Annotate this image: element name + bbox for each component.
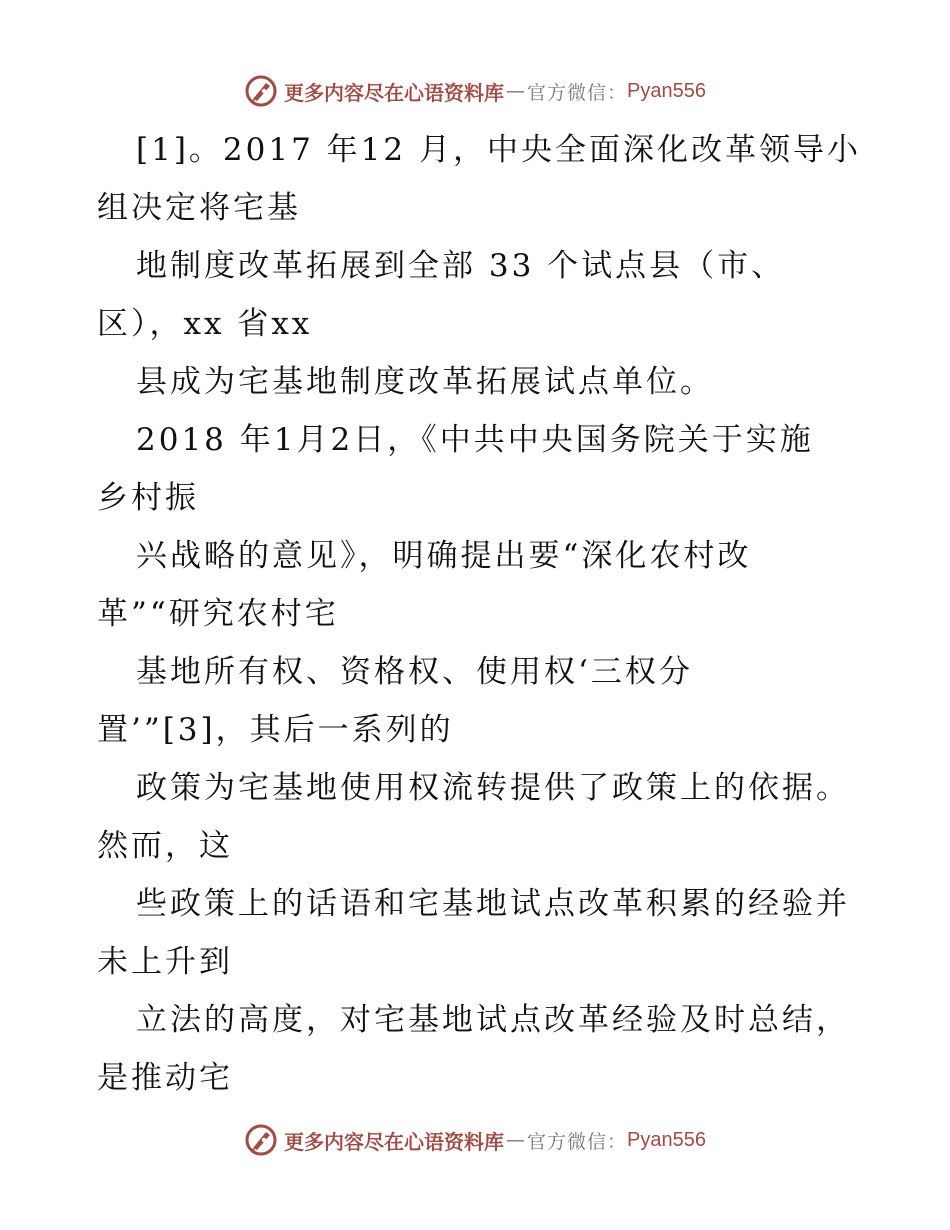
- header-watermark: [0, 71, 950, 111]
- paragraph-line: 区），xx 省xx: [97, 306, 313, 342]
- watermark-dash: —: [506, 80, 525, 102]
- watermark-wechat-label: 官方微信：: [527, 1130, 628, 1153]
- quill-pen-logo-icon: [244, 74, 278, 108]
- paragraph-line: 基地所有权、资格权、使用权‘三权分: [136, 654, 693, 690]
- paragraph-line: 政策为宅基地使用权流转提供了政策上的依据。: [136, 770, 850, 806]
- paragraph-line: 乡村振: [97, 480, 199, 516]
- paragraph-line: 些政策上的话语和宅基地试点改革积累的经验并: [136, 886, 850, 922]
- paragraph-line: 地制度改革拓展到全部 33 个试点县（市、: [136, 248, 786, 284]
- watermark-wechat-label: 官方微信：: [527, 81, 628, 104]
- paragraph-line: 立法的高度，对宅基地试点改革经验及时总结，: [136, 1002, 850, 1038]
- paragraph-line: 组决定将宅基: [97, 190, 301, 226]
- paragraph-line: 革”“研究农村宅: [97, 596, 339, 632]
- paragraph-line: 然而，这: [97, 828, 233, 864]
- watermark-brand: 更多内容尽在心语资料库: [284, 1129, 504, 1154]
- paragraph-line: 县成为宅基地制度改革拓展试点单位。: [136, 364, 714, 400]
- footer-watermark: [0, 1120, 950, 1160]
- paragraph-line: 置’”[3]，其后一系列的: [97, 712, 454, 748]
- quill-pen-logo-icon: [244, 1123, 278, 1157]
- watermark-handle: Pyan556: [627, 1128, 706, 1151]
- watermark-handle: Pyan556: [627, 79, 706, 102]
- paragraph-line: 兴战略的意见》，明确提出要“深化农村改: [136, 538, 752, 574]
- paragraph-line: 2018 年1月2日，《中共中央国务院关于实施: [136, 422, 814, 458]
- paragraph-line: [1]。2017 年12 月，中央全面深化改革领导小: [136, 132, 861, 168]
- paragraph-line: 未上升到: [97, 944, 233, 980]
- paragraph-line: 是推动宅: [97, 1060, 233, 1096]
- watermark-brand: 更多内容尽在心语资料库: [284, 80, 504, 105]
- watermark-dash: —: [506, 1129, 525, 1151]
